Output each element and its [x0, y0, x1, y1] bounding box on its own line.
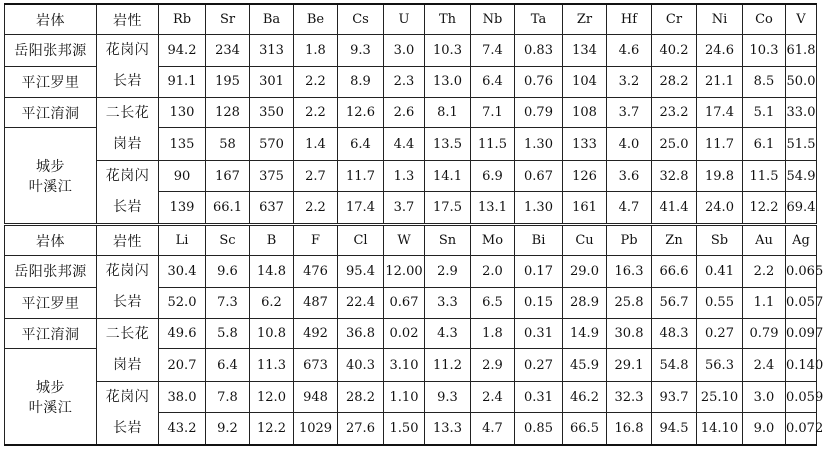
column-header: Mo — [471, 225, 515, 256]
value-cell: 0.31 — [515, 319, 563, 349]
value-cell: 17.4 — [697, 98, 743, 128]
value-cell: 33.0 — [786, 98, 817, 128]
value-cell: 9.6 — [206, 256, 250, 288]
value-cell: 476 — [294, 256, 338, 288]
value-cell: 1.3 — [384, 161, 425, 192]
value-cell: 43.2 — [159, 413, 206, 445]
value-cell: 12.0 — [250, 382, 294, 413]
value-cell: 66.5 — [563, 413, 607, 445]
value-cell: 36.8 — [338, 319, 384, 349]
value-cell: 29.0 — [563, 256, 607, 288]
value-cell: 66.1 — [206, 192, 250, 225]
column-header: U — [384, 4, 425, 35]
value-cell: 104 — [563, 66, 607, 98]
value-cell: 133 — [563, 128, 607, 161]
value-cell: 32.3 — [607, 382, 652, 413]
value-cell: 3.0 — [743, 382, 786, 413]
lithology-cell — [97, 319, 159, 382]
table-row — [5, 319, 817, 349]
lithology-cell — [97, 382, 159, 446]
value-cell: 69.4 — [786, 192, 817, 225]
lithology-cell — [97, 98, 159, 161]
lithology-line-1: 花岗闪 — [105, 389, 150, 405]
value-cell: 17.4 — [338, 192, 384, 225]
column-header: Cu — [563, 225, 607, 256]
value-cell: 7.3 — [206, 287, 250, 319]
value-cell: 128 — [206, 98, 250, 128]
value-cell: 13.0 — [425, 66, 471, 98]
value-cell: 13.1 — [471, 192, 515, 225]
value-cell: 0.76 — [515, 66, 563, 98]
value-cell: 56.3 — [697, 349, 743, 382]
value-cell: 0.057 — [786, 287, 817, 319]
value-cell: 4.4 — [384, 128, 425, 161]
value-cell: 6.1 — [743, 128, 786, 161]
column-header: 岩性 — [97, 225, 159, 256]
lithology-line-1: 二长花 — [105, 105, 150, 121]
value-cell: 16.8 — [607, 413, 652, 445]
value-cell: 3.10 — [384, 349, 425, 382]
value-cell: 673 — [294, 349, 338, 382]
lithology-cell — [97, 161, 159, 225]
column-header: Ag — [786, 225, 817, 256]
value-cell: 2.0 — [471, 256, 515, 288]
value-cell: 66.6 — [652, 256, 697, 288]
value-cell: 25.0 — [652, 128, 697, 161]
value-cell: 11.5 — [743, 161, 786, 192]
table-row — [5, 161, 817, 192]
value-cell: 0.67 — [384, 287, 425, 319]
value-cell: 56.7 — [652, 287, 697, 319]
value-cell: 4.6 — [607, 35, 652, 67]
value-cell: 0.15 — [515, 287, 563, 319]
value-cell: 637 — [250, 192, 294, 225]
value-cell: 2.2 — [294, 192, 338, 225]
column-header: Li — [159, 225, 206, 256]
value-cell: 14.10 — [697, 413, 743, 445]
column-header: Au — [743, 225, 786, 256]
rock-body-cell: 岳阳张邦源 — [5, 256, 97, 288]
value-cell: 51.5 — [786, 128, 817, 161]
value-cell: 0.79 — [515, 98, 563, 128]
lithology-cell — [97, 35, 159, 98]
value-cell: 14.1 — [425, 161, 471, 192]
value-cell: 9.2 — [206, 413, 250, 445]
value-cell: 3.2 — [607, 66, 652, 98]
rock-body-cell: 岳阳张邦源 — [5, 35, 97, 67]
value-cell: 20.7 — [159, 349, 206, 382]
value-cell: 8.1 — [425, 98, 471, 128]
value-cell: 1.10 — [384, 382, 425, 413]
value-cell: 11.7 — [338, 161, 384, 192]
value-cell: 6.9 — [471, 161, 515, 192]
value-cell: 2.6 — [384, 98, 425, 128]
value-cell: 2.2 — [294, 66, 338, 98]
column-header: F — [294, 225, 338, 256]
value-cell: 6.4 — [206, 349, 250, 382]
value-cell: 0.31 — [515, 382, 563, 413]
column-header: Ta — [515, 4, 563, 35]
value-cell: 54.9 — [786, 161, 817, 192]
value-cell: 23.2 — [652, 98, 697, 128]
value-cell: 16.3 — [607, 256, 652, 288]
column-header: Cl — [338, 225, 384, 256]
value-cell: 12.00 — [384, 256, 425, 288]
value-cell: 12.6 — [338, 98, 384, 128]
value-cell: 0.059 — [786, 382, 817, 413]
value-cell: 313 — [250, 35, 294, 67]
rock-body-line-1: 城步 — [36, 379, 65, 396]
value-cell: 29.1 — [607, 349, 652, 382]
rock-body-line-2: 叶溪江 — [28, 178, 73, 195]
column-header: 岩体 — [5, 225, 97, 256]
value-cell: 10.3 — [425, 35, 471, 67]
value-cell: 32.8 — [652, 161, 697, 192]
value-cell: 7.8 — [206, 382, 250, 413]
value-cell: 492 — [294, 319, 338, 349]
column-header: Sr — [206, 4, 250, 35]
value-cell: 10.8 — [250, 319, 294, 349]
rock-body-cell: 平江淯洞 — [5, 319, 97, 349]
rock-body-line-1: 城步 — [36, 158, 65, 175]
value-cell: 25.8 — [607, 287, 652, 319]
value-cell: 0.83 — [515, 35, 563, 67]
value-cell: 48.3 — [652, 319, 697, 349]
value-cell: 0.17 — [515, 256, 563, 288]
column-header: Sb — [697, 225, 743, 256]
value-cell: 9.0 — [743, 413, 786, 445]
value-cell: 3.7 — [607, 98, 652, 128]
value-cell: 3.0 — [384, 35, 425, 67]
value-cell: 94.2 — [159, 35, 206, 67]
lithology-line-1: 花岗闪 — [105, 42, 150, 58]
value-cell: 4.3 — [425, 319, 471, 349]
value-cell: 2.7 — [294, 161, 338, 192]
value-cell: 130 — [159, 98, 206, 128]
column-header: Co — [743, 4, 786, 35]
column-header: V — [786, 4, 817, 35]
value-cell: 6.5 — [471, 287, 515, 319]
value-cell: 14.8 — [250, 256, 294, 288]
value-cell: 2.3 — [384, 66, 425, 98]
value-cell: 0.85 — [515, 413, 563, 445]
value-cell: 1.50 — [384, 413, 425, 445]
lithology-line-2: 长岩 — [113, 294, 142, 310]
value-cell: 61.8 — [786, 35, 817, 67]
trace-element-table — [4, 3, 823, 446]
value-cell: 6.4 — [471, 66, 515, 98]
value-cell: 11.7 — [697, 128, 743, 161]
column-header: 岩体 — [5, 4, 97, 35]
value-cell: 11.2 — [425, 349, 471, 382]
column-header: Zr — [563, 4, 607, 35]
column-header: Cs — [338, 4, 384, 35]
value-cell: 8.9 — [338, 66, 384, 98]
value-cell: 167 — [206, 161, 250, 192]
value-cell: 2.9 — [425, 256, 471, 288]
value-cell: 14.9 — [563, 319, 607, 349]
value-cell: 0.27 — [515, 349, 563, 382]
column-header: Ni — [697, 4, 743, 35]
value-cell: 2.2 — [743, 256, 786, 288]
value-cell: 1.30 — [515, 128, 563, 161]
value-cell: 139 — [159, 192, 206, 225]
value-cell: 1.1 — [743, 287, 786, 319]
lithology-line-1: 花岗闪 — [105, 263, 150, 279]
value-cell: 17.5 — [425, 192, 471, 225]
value-cell: 195 — [206, 66, 250, 98]
column-header: Th — [425, 4, 471, 35]
value-cell: 50.0 — [786, 66, 817, 98]
value-cell: 24.6 — [697, 35, 743, 67]
value-cell: 13.5 — [425, 128, 471, 161]
rock-body-cell: 平江罗里 — [5, 287, 97, 319]
lithology-line-2: 岗岩 — [113, 136, 142, 152]
column-header: Ba — [250, 4, 294, 35]
header-row — [5, 4, 817, 35]
rock-body-cell: 平江罗里 — [5, 66, 97, 98]
value-cell: 6.4 — [338, 128, 384, 161]
value-cell: 45.9 — [563, 349, 607, 382]
value-cell: 49.6 — [159, 319, 206, 349]
column-header: Zn — [652, 225, 697, 256]
column-header: Hf — [607, 4, 652, 35]
value-cell: 27.6 — [338, 413, 384, 445]
value-cell: 30.4 — [159, 256, 206, 288]
lithology-line-2: 岗岩 — [113, 357, 142, 373]
value-cell: 8.5 — [743, 66, 786, 98]
value-cell: 570 — [250, 128, 294, 161]
value-cell: 0.55 — [697, 287, 743, 319]
column-header: B — [250, 225, 294, 256]
value-cell: 0.41 — [697, 256, 743, 288]
lithology-cell — [97, 256, 159, 319]
column-header: 岩性 — [97, 4, 159, 35]
geochem-table-wrap — [4, 3, 823, 446]
value-cell: 1.30 — [515, 192, 563, 225]
value-cell: 9.3 — [425, 382, 471, 413]
value-cell: 12.2 — [743, 192, 786, 225]
value-cell: 2.2 — [294, 98, 338, 128]
value-cell: 58 — [206, 128, 250, 161]
column-header: W — [384, 225, 425, 256]
value-cell: 487 — [294, 287, 338, 319]
value-cell: 0.072 — [786, 413, 817, 445]
lithology-line-1: 二长花 — [105, 326, 150, 342]
table-row — [5, 256, 817, 288]
value-cell: 301 — [250, 66, 294, 98]
value-cell: 0.140 — [786, 349, 817, 382]
value-cell: 7.4 — [471, 35, 515, 67]
value-cell: 1.8 — [471, 319, 515, 349]
value-cell: 3.7 — [384, 192, 425, 225]
value-cell: 19.8 — [697, 161, 743, 192]
value-cell: 41.4 — [652, 192, 697, 225]
value-cell: 30.8 — [607, 319, 652, 349]
value-cell: 40.2 — [652, 35, 697, 67]
value-cell: 40.3 — [338, 349, 384, 382]
value-cell: 28.2 — [338, 382, 384, 413]
value-cell: 0.02 — [384, 319, 425, 349]
lithology-line-2: 长岩 — [113, 420, 142, 436]
value-cell: 1029 — [294, 413, 338, 445]
value-cell: 24.0 — [697, 192, 743, 225]
value-cell: 22.4 — [338, 287, 384, 319]
value-cell: 375 — [250, 161, 294, 192]
value-cell: 4.7 — [607, 192, 652, 225]
column-header: Sn — [425, 225, 471, 256]
value-cell: 234 — [206, 35, 250, 67]
value-cell: 3.3 — [425, 287, 471, 319]
value-cell: 28.9 — [563, 287, 607, 319]
lithology-line-1: 花岗闪 — [105, 168, 150, 184]
value-cell: 54.8 — [652, 349, 697, 382]
value-cell: 28.2 — [652, 66, 697, 98]
header-row — [5, 225, 817, 256]
column-header: Be — [294, 4, 338, 35]
value-cell: 2.4 — [471, 382, 515, 413]
value-cell: 108 — [563, 98, 607, 128]
column-header: Rb — [159, 4, 206, 35]
value-cell: 161 — [563, 192, 607, 225]
value-cell: 93.7 — [652, 382, 697, 413]
column-header: Pb — [607, 225, 652, 256]
value-cell: 0.065 — [786, 256, 817, 288]
column-header: Cr — [652, 4, 697, 35]
value-cell: 4.7 — [471, 413, 515, 445]
value-cell: 10.3 — [743, 35, 786, 67]
rock-body-cell: 平江淯洞 — [5, 98, 97, 128]
value-cell: 0.097 — [786, 319, 817, 349]
table-section-1 — [5, 4, 817, 225]
value-cell: 2.9 — [471, 349, 515, 382]
value-cell: 134 — [563, 35, 607, 67]
value-cell: 91.1 — [159, 66, 206, 98]
value-cell: 4.0 — [607, 128, 652, 161]
value-cell: 0.79 — [743, 319, 786, 349]
value-cell: 3.6 — [607, 161, 652, 192]
table-row — [5, 382, 817, 413]
value-cell: 12.2 — [250, 413, 294, 445]
table-row — [5, 35, 817, 67]
value-cell: 11.3 — [250, 349, 294, 382]
value-cell: 25.10 — [697, 382, 743, 413]
value-cell: 11.5 — [471, 128, 515, 161]
lithology-line-2: 长岩 — [113, 199, 142, 215]
value-cell: 1.8 — [294, 35, 338, 67]
rock-body-cell-merged — [5, 349, 97, 446]
value-cell: 1.4 — [294, 128, 338, 161]
column-header: Sc — [206, 225, 250, 256]
value-cell: 13.3 — [425, 413, 471, 445]
value-cell: 948 — [294, 382, 338, 413]
rock-body-line-2: 叶溪江 — [28, 399, 73, 416]
value-cell: 95.4 — [338, 256, 384, 288]
value-cell: 5.8 — [206, 319, 250, 349]
rock-body-cell-merged — [5, 128, 97, 225]
value-cell: 90 — [159, 161, 206, 192]
value-cell: 135 — [159, 128, 206, 161]
value-cell: 94.5 — [652, 413, 697, 445]
value-cell: 6.2 — [250, 287, 294, 319]
column-header: Nb — [471, 4, 515, 35]
table-section-2 — [5, 225, 823, 446]
column-header: Bi — [515, 225, 563, 256]
value-cell: 350 — [250, 98, 294, 128]
value-cell: 5.1 — [743, 98, 786, 128]
value-cell: 52.0 — [159, 287, 206, 319]
value-cell: 0.67 — [515, 161, 563, 192]
lithology-line-2: 长岩 — [113, 73, 142, 89]
table-row — [5, 98, 817, 128]
value-cell: 21.1 — [697, 66, 743, 98]
value-cell: 126 — [563, 161, 607, 192]
value-cell: 9.3 — [338, 35, 384, 67]
value-cell: 46.2 — [563, 382, 607, 413]
value-cell: 38.0 — [159, 382, 206, 413]
value-cell: 2.4 — [743, 349, 786, 382]
value-cell: 0.27 — [697, 319, 743, 349]
value-cell: 7.1 — [471, 98, 515, 128]
